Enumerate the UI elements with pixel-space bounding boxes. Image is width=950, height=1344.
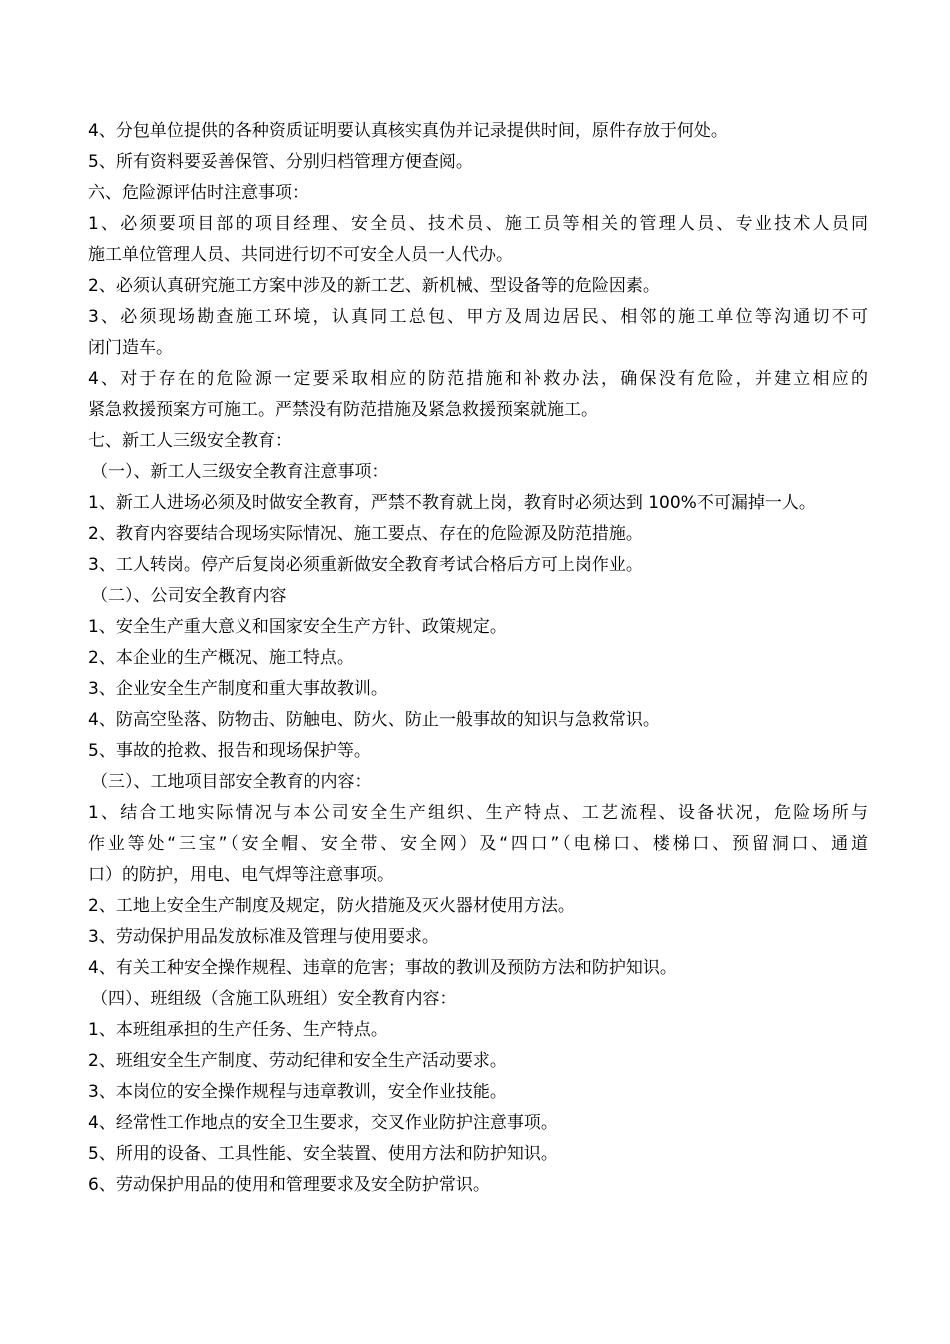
- text-line: 3、工人转岗。停产后复岗必须重新做安全教育考试合格后方可上岗作业。: [88, 555, 643, 575]
- text-line: 1、结合工地实际情况与本公司安全生产组织、生产特点、工艺流程、设备状况，危险场所与: [88, 803, 868, 823]
- section-heading: 七、新工人三级安全教育：: [88, 431, 292, 451]
- text-line: 4、分包单位提供的各种资质证明要认真核实真伪并记录提供时间，原件存放于何处。: [88, 121, 728, 141]
- text-line: 4、对于存在的危险源一定要采取相应的防范措施和补救办法，确保没有危险，并建立相应的: [88, 369, 868, 389]
- text-line: 2、工地上安全生产制度及规定，防火措施及灭火器材使用方法。: [88, 896, 575, 916]
- text-line: 5、事故的抢救、报告和现场保护等。: [88, 741, 371, 761]
- section-heading: 六、危险源评估时注意事项：: [88, 183, 309, 203]
- text-line: 2、教育内容要结合现场实际情况、施工要点、存在的危险源及防范措施。: [88, 524, 643, 544]
- document-body: [88, 116, 868, 1201]
- text-line: 5、所用的设备、工具性能、安全装置、使用方法和防护知识。: [88, 1144, 558, 1164]
- text-line: 1、新工人进场必须及时做安全教育，严禁不教育就上岗，教育时必须达到 100%不可漏掉一人。: [88, 493, 816, 513]
- text-line: 1、安全生产重大意义和国家安全生产方针、政策规定。: [88, 617, 507, 637]
- text-line: 2、必须认真研究施工方案中涉及的新工艺、新机械、型设备等的危险因素。: [88, 276, 660, 296]
- text-line: 2、班组安全生产制度、劳动纪律和安全生产活动要求。: [88, 1051, 507, 1071]
- subsection-heading: （二）、公司安全教育内容: [91, 586, 287, 606]
- text-line: 2、本企业的生产概况、施工特点。: [88, 648, 354, 668]
- text-line: 3、本岗位的安全操作规程与违章教训，安全作业技能。: [88, 1082, 507, 1102]
- text-line: 口）的防护，用电、电气焊等注意事项。: [88, 865, 394, 885]
- text-line: 紧急救援预案方可施工。严禁没有防范措施及紧急救援预案就施工。: [88, 400, 598, 420]
- text-line: 3、企业安全生产制度和重大事故教训。: [88, 679, 388, 699]
- text-line: 4、经常性工作地点的安全卫生要求，交叉作业防护注意事项。: [88, 1113, 558, 1133]
- text-line: 施工单位管理人员、共同进行切不可安全人员一人代办。: [88, 245, 513, 265]
- subsection-heading: （四）、班组级（含施工队班组）安全教育内容：: [91, 989, 457, 1009]
- subsection-heading: （三）、工地项目部安全教育的内容：: [91, 772, 372, 792]
- text-line: 4、防高空坠落、防物击、防触电、防火、防止一般事故的知识与急救常识。: [88, 710, 660, 730]
- text-line: 闭门造车。: [88, 338, 173, 358]
- text-line: 5、所有资料要妥善保管、分别归档管理方便查阅。: [88, 152, 473, 172]
- text-line: 3、必须现场勘查施工环境，认真同工总包、甲方及周边居民、相邻的施工单位等沟通切不可: [88, 307, 868, 327]
- text-line: 3、劳动保护用品发放标准及管理与使用要求。: [88, 927, 439, 947]
- text-line: 6、劳动保护用品的使用和管理要求及安全防护常识。: [88, 1175, 490, 1195]
- text-line: 作业等处“三宝”（安全帽、安全带、安全网）及“四口”（电梯口、楼梯口、预留洞口、通道: [88, 834, 868, 854]
- subsection-heading: （一）、新工人三级安全教育注意事项：: [91, 462, 389, 482]
- text-line: 1、本班组承担的生产任务、生产特点。: [88, 1020, 388, 1040]
- text-line: 4、有关工种安全操作规程、违章的危害；事故的教训及预防方法和防护知识。: [88, 958, 677, 978]
- text-line: 1、必须要项目部的项目经理、安全员、技术员、施工员等相关的管理人员、专业技术人员同: [88, 214, 868, 234]
